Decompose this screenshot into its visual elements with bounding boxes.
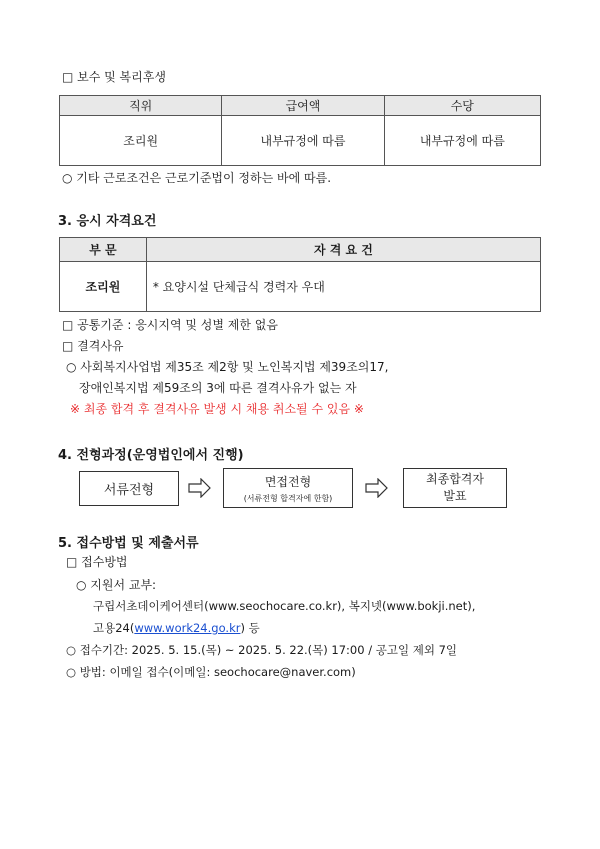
benefits-note: ○ 기타 근로조건은 근로기준법이 정하는 바에 따름. — [62, 171, 332, 185]
submit-line-1: 구립서초데이케어센터(www.seochocare.co.kr), 복지넷(www.bokji.net), — [93, 599, 476, 613]
process-step-document-label: 서류전형 — [103, 483, 155, 498]
benefits-heading: □ 보수 및 복리후생 — [62, 70, 166, 84]
disqualification-line-1: ○ 사회복지사업법 제35조 제2항 및 노인복지법 제39조의17, — [66, 360, 389, 374]
disqualification-warning: ※ 최종 합격 후 결격사유 발생 시 채용 취소될 수 있음 ※ — [70, 402, 364, 416]
process-step-final-label-1: 최종합격자 — [426, 472, 484, 486]
submit-line-2-suffix: ) 등 — [240, 621, 260, 635]
application-method: ○ 방법: 이메일 접수(이메일: seochocare@naver.com) — [66, 665, 356, 679]
process-step-final-label-2: 발표 — [443, 489, 467, 503]
section-5-title: 5. 접수방법 및 제출서류 — [58, 536, 199, 551]
application-period: ○ 접수기간: 2025. 5. 15.(목) ~ 2025. 5. 22.(목) 17:00 / 공고일 제외 7일 — [66, 643, 458, 657]
common-criteria: □ 공통기준 : 응시지역 및 성별 제한 없음 — [62, 318, 278, 332]
qual-cell-requirements: * 요양시설 단체급식 경력자 우대 — [146, 262, 540, 312]
process-step-document — [79, 471, 179, 506]
disqualification-heading: □ 결격사유 — [62, 339, 124, 353]
arrow-right-icon — [365, 478, 389, 498]
process-step-final — [403, 468, 507, 508]
submit-line-2 — [93, 620, 260, 636]
benefits-header-position: 직위 — [60, 96, 222, 116]
submit-line-2-prefix: 고용24( — [93, 621, 135, 635]
benefits-table — [59, 95, 541, 166]
benefits-cell-allowance: 내부규정에 따름 — [384, 116, 540, 166]
qual-header-requirements: 자 격 요 건 — [146, 238, 540, 262]
benefits-header-allowance: 수당 — [384, 96, 540, 116]
arrow-right-icon — [188, 478, 212, 498]
qual-cell-department: 조리원 — [60, 262, 147, 312]
section-4-title: 4. 전형과정(운영법인에서 진행) — [58, 448, 244, 463]
section-3-title: 3. 응시 자격요건 — [58, 214, 157, 229]
qual-header-department: 부 문 — [60, 238, 147, 262]
process-step-interview — [223, 468, 353, 508]
benefits-cell-salary: 내부규정에 따름 — [222, 116, 384, 166]
disqualification-line-2: 장애인복지법 제59조의 3에 따른 결격사유가 없는 자 — [79, 381, 357, 395]
work24-link[interactable]: www.work24.go.kr — [134, 621, 241, 635]
benefits-header-salary: 급여액 — [222, 96, 384, 116]
method-heading: □ 접수방법 — [66, 555, 128, 569]
qualifications-table — [59, 237, 541, 312]
submit-label: ○ 지원서 교부: — [76, 578, 157, 592]
process-step-interview-note: (서류전형 합격자에 한함) — [243, 493, 333, 503]
benefits-cell-position: 조리원 — [60, 116, 222, 166]
process-step-interview-label: 면접전형 — [264, 474, 312, 489]
